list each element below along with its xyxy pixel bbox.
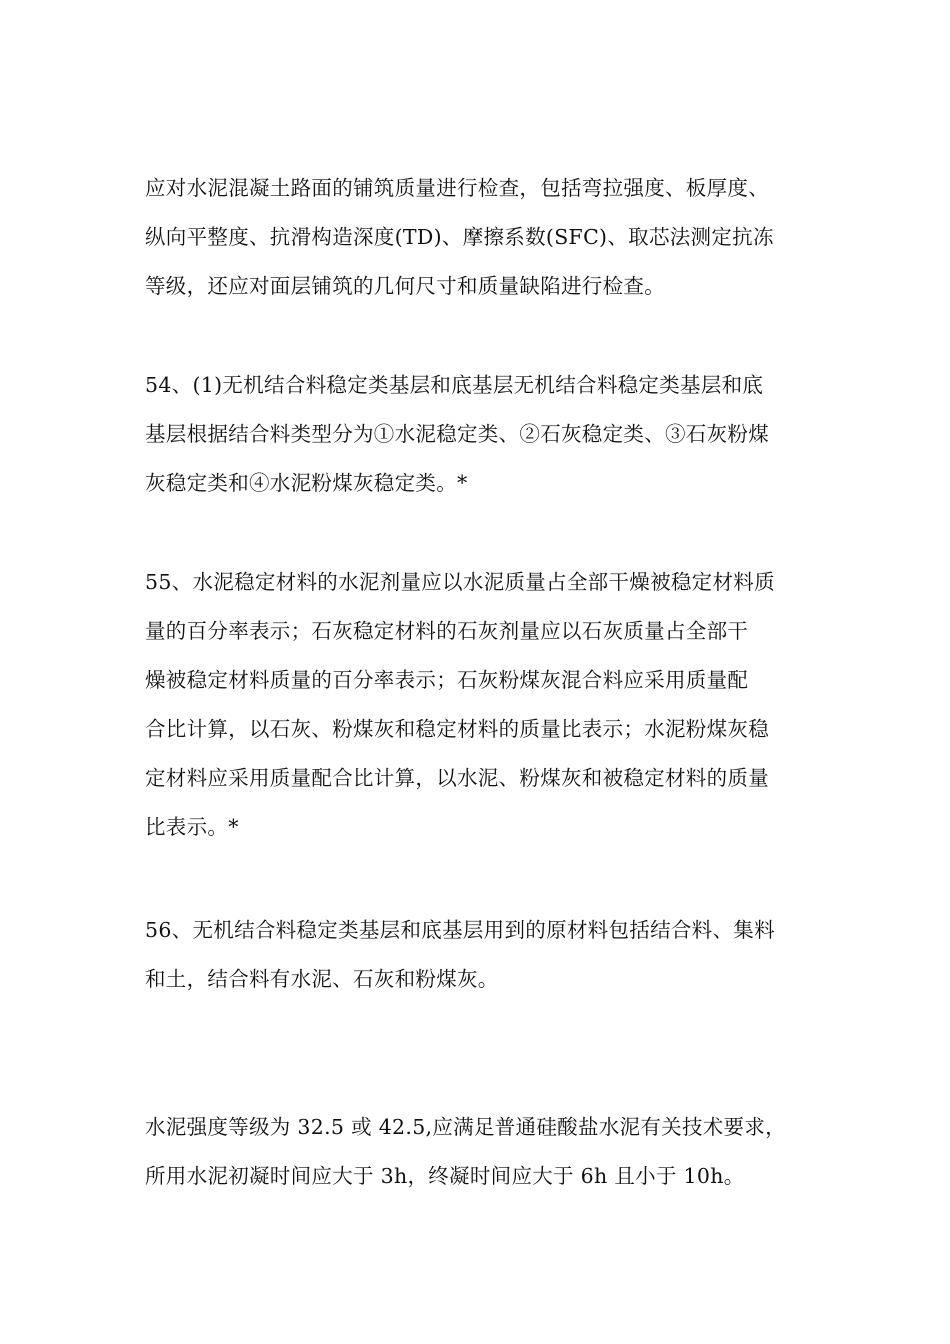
- text-line: 56、无机结合料稳定类基层和底基层用到的原材料包括结合料、集料: [145, 918, 775, 942]
- text-line: 水泥强度等级为 32.5 或 42.5,应满足普通硅酸盐水泥有关技术要求，: [145, 1115, 786, 1139]
- text-line: 量的百分率表示；石灰稳定材料的石灰剂量应以石灰质量占全部干: [145, 619, 749, 643]
- text-line: 纵向平整度、抗滑构造深度(TD)、摩擦系数(SFC)、取芯法测定抗冻: [145, 225, 774, 249]
- text-line: 55、水泥稳定材料的水泥剂量应以水泥质量占全部干燥被稳定材料质: [145, 570, 775, 594]
- text-line: 应对水泥混凝土路面的铺筑质量进行检查，包括弯拉强度、板厚度、: [145, 176, 769, 200]
- text-line: 定材料应采用质量配合比计算，以水泥、粉煤灰和被稳定材料的质量: [145, 766, 769, 790]
- text-line: 比表示。*: [145, 815, 239, 839]
- text-line: 合比计算，以石灰、粉煤灰和稳定材料的质量比表示；水泥粉煤灰稳: [145, 717, 769, 741]
- paragraph-55: [145, 563, 815, 857]
- paragraph-cement-grade: [145, 1108, 815, 1206]
- text-line: 54、(1)无机结合料稳定类基层和底基层无机结合料稳定类基层和底: [145, 373, 764, 397]
- text-line: 等级，还应对面层铺筑的几何尺寸和质量缺陷进行检查。: [145, 274, 665, 298]
- paragraph-pavement-inspection: [145, 169, 815, 316]
- paragraph-54: [145, 366, 815, 513]
- text-line: 燥被稳定材料质量的百分率表示；石灰粉煤灰混合料应采用质量配: [145, 668, 749, 692]
- text-line: 基层根据结合料类型分为①水泥稳定类、②石灰稳定类、③石灰粉煤: [145, 422, 769, 446]
- text-line: 和土，结合料有水泥、石灰和粉煤灰。: [145, 967, 499, 991]
- paragraph-56: [145, 911, 815, 1009]
- text-line: 所用水泥初凝时间应大于 3h，终凝时间应大于 6h 且小于 10h。: [145, 1164, 745, 1188]
- text-line: 灰稳定类和④水泥粉煤灰稳定类。*: [145, 471, 468, 495]
